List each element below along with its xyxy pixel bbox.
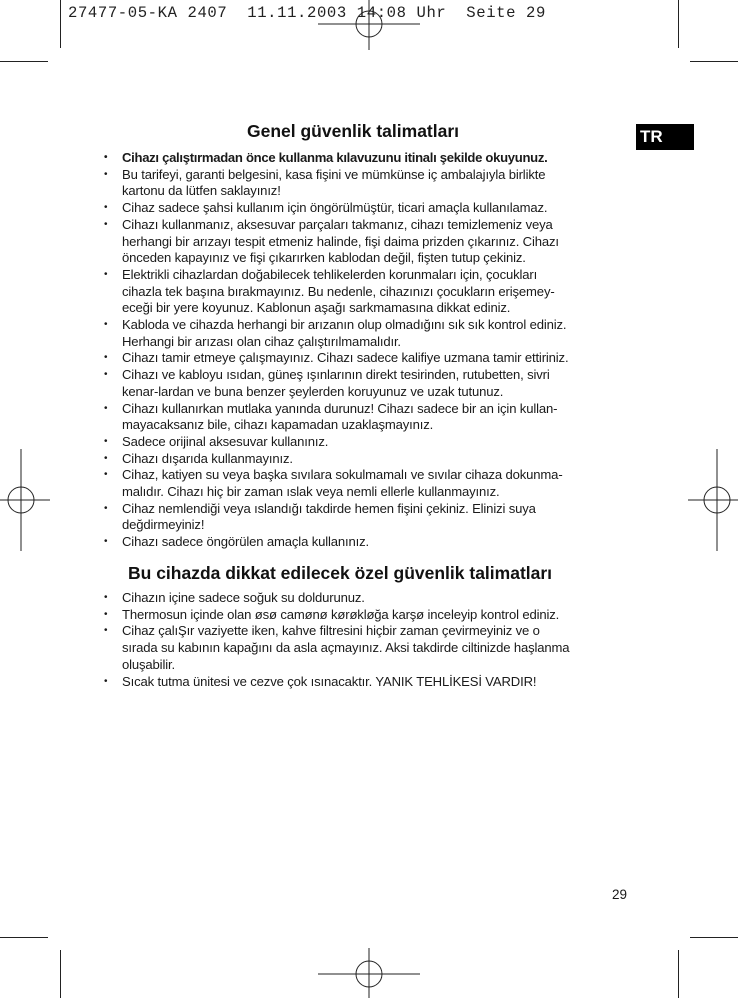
list-item bbox=[104, 501, 630, 534]
list-item-line: • Cihazı dışarıda kullanmayınız. bbox=[122, 450, 293, 466]
list-item-line: • Cihaz nemlendiği veya ıslandığı takdirde hemen fişini çekiniz. Elinizi suya bbox=[122, 500, 536, 516]
list-item-line: • Kabloda ve cihazda herhangi bir arızanın olup olmadığını sık sık kontrol ediniz. bbox=[122, 317, 567, 333]
list-item-line: • Cihazı sadece öngörülen amaçla kullanınız. bbox=[122, 534, 369, 550]
list-item bbox=[104, 167, 630, 200]
crop-mark-bottom-left-vertical bbox=[60, 950, 61, 998]
list-item-line: • Cihaz sadece şahsi kullanım için öngörülmüştür, ticari amaçla kullanılamaz. bbox=[122, 200, 548, 216]
list-item-line: • Sadece orijinal aksesuvar kullanınız. bbox=[122, 433, 329, 449]
crop-mark-top-right-vertical bbox=[678, 0, 679, 48]
crop-mark-top-left-vertical bbox=[60, 0, 61, 48]
registration-mark-left-icon bbox=[0, 449, 50, 551]
list-item bbox=[104, 150, 630, 167]
registration-mark-bottom-icon bbox=[318, 948, 420, 998]
list-item-line: önceden kapayınız ve fişi çıkarırken kablodan değil, fişten tutup çekiniz. bbox=[122, 250, 526, 266]
list-item-line: • Bu tarifeyi, garanti belgesini, kasa fişini ve mümkünse iç ambalajıyla birlikte bbox=[122, 166, 546, 182]
general-safety-list bbox=[104, 150, 630, 551]
list-item-line: • Cihazı çalıştırmadan önce kullanma kılavuzunu itinalı şekilde okuyunuz. bbox=[122, 150, 548, 165]
list-item bbox=[104, 607, 630, 624]
list-item-line: değdirmeyiniz! bbox=[122, 517, 205, 533]
list-item-line: • Cihazı ve kabloyu ısıdan, güneş ışınlarının direkt tesirinden, rutubetten, sivri bbox=[122, 367, 550, 383]
list-item-line: • Cihazı kullanırkan mutlaka yanında durunuz! Cihazı sadece bir an için kullan- bbox=[122, 400, 558, 416]
list-item bbox=[104, 434, 630, 451]
crop-mark-bottom-left-horizontal bbox=[0, 937, 48, 938]
print-slug: 27477-05-KA 2407 11.11.2003 14:08 Uhr Seite 29 bbox=[68, 4, 546, 22]
page-number: 29 bbox=[612, 887, 628, 902]
list-item-line: kartonu da lütfen saklayınız! bbox=[122, 183, 281, 199]
list-item-line: mayacaksanız bile, cihazı kapamadan uzaklaşmayınız. bbox=[122, 417, 434, 433]
list-item-line: • Cihazı kullanmanız, aksesuvar parçaları takmanız, cihazı temizlemeniz veya bbox=[122, 216, 553, 232]
list-item bbox=[104, 534, 630, 551]
list-item-line: • Elektrikli cihazlardan doğabilecek tehlikelerden korunmaları için, çocukları bbox=[122, 266, 538, 282]
list-item bbox=[104, 451, 630, 468]
list-item bbox=[104, 217, 630, 267]
list-item bbox=[104, 350, 630, 367]
crop-mark-bottom-right-vertical bbox=[678, 950, 679, 998]
list-item-line: kenar-lardan ve buna benzer şeylerden koruyunuz ve uzak tutunuz. bbox=[122, 383, 504, 399]
registration-mark-right-icon bbox=[688, 449, 738, 551]
list-item-line: sırada su kabının kapağını da asla açmayınız. Aksi takdirde ciltinizde haşlanma bbox=[122, 640, 570, 656]
crop-mark-top-left-horizontal bbox=[0, 61, 48, 62]
list-item bbox=[104, 674, 630, 691]
list-item-line: eceği bir yere koyunuz. Kablonun aşağı sarkmamasına dikkat ediniz. bbox=[122, 300, 511, 316]
list-item bbox=[104, 267, 630, 317]
list-item-line: herhangi bir arızayı tespit etmeniz halinde, fişi daima prizden çıkarınız. Cihazı bbox=[122, 233, 559, 249]
section-title-special-safety: Bu cihazda dikkat edilecek özel güvenlik talimatları bbox=[128, 563, 553, 583]
special-safety-list bbox=[104, 590, 630, 690]
list-item-line: • Sıcak tutma ünitesi ve cezve çok ısınacaktır. YANIK TEHLİKESİ VARDIR! bbox=[122, 673, 537, 689]
list-item-line: • Cihaz çalıŞır vaziyette iken, kahve filtresini hiçbir zaman çevirmeyiniz ve o bbox=[122, 623, 540, 639]
list-item-line: • Cihazı tamir etmeye çalışmayınız. Cihazı sadece kalifiye uzmana tamir ettiriniz. bbox=[122, 350, 569, 366]
list-item bbox=[104, 317, 630, 350]
list-item-line: • Cihaz, katiyen su veya başka sıvılara sokulmamalı ve sıvılar cihaza dokunma- bbox=[122, 467, 563, 483]
list-item bbox=[104, 401, 630, 434]
language-tab: TR bbox=[636, 124, 694, 150]
list-item bbox=[104, 367, 630, 400]
list-item-line: malıdır. Cihazı hiç bir zaman ıslak veya nemli ellerle kullanmayınız. bbox=[122, 484, 500, 500]
list-item-line: • Cihazın içine sadece soğuk su doldurunuz. bbox=[122, 590, 365, 605]
registration-mark-top-icon bbox=[318, 0, 420, 50]
list-item-line: Herhangi bir arızası olan cihaz çalıştırılmamalıdır. bbox=[122, 333, 401, 349]
list-item bbox=[104, 623, 630, 673]
list-item-line: • Thermosun içinde olan øsø camønø kørøkløğa karşø inceleyip kontrol ediniz. bbox=[122, 606, 560, 622]
list-item-line: cihazla tek başına bırakmayınız. Bu nedenle, cihazınızı çocukların erişemey- bbox=[122, 283, 555, 299]
crop-mark-bottom-right-horizontal bbox=[690, 937, 738, 938]
list-item bbox=[104, 200, 630, 217]
list-item-line: oluşabilir. bbox=[122, 656, 175, 672]
list-item bbox=[104, 467, 630, 500]
crop-mark-top-right-horizontal bbox=[690, 61, 738, 62]
list-item bbox=[104, 590, 630, 607]
section-title-general-safety: Genel güvenlik talimatları bbox=[247, 121, 460, 141]
